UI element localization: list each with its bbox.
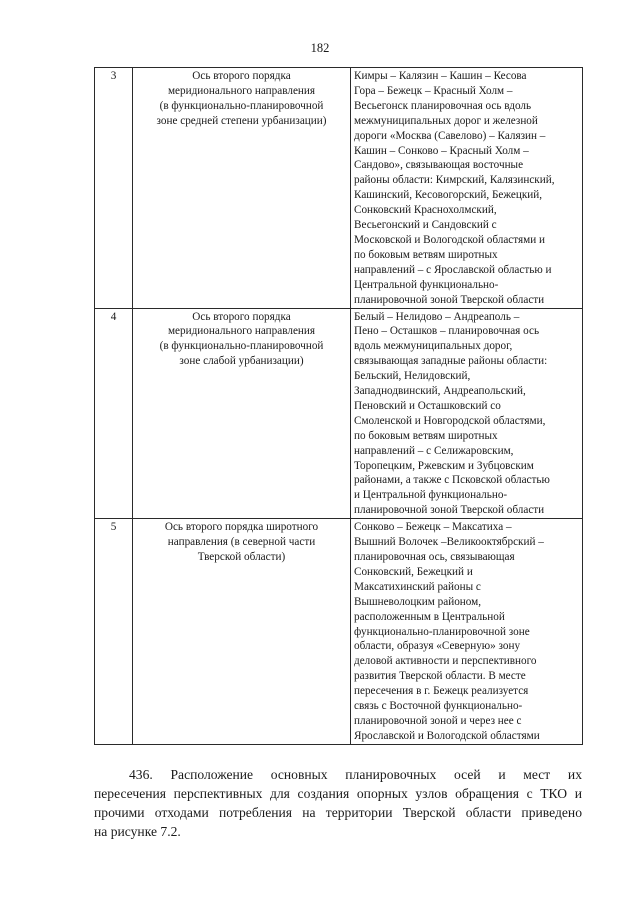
- axis-description-line: Пеновский и Осташковский со: [354, 399, 501, 412]
- axis-description-line: Вышневолоцким районом,: [354, 595, 482, 608]
- axis-description-line: направлений – с Селижаровским,: [354, 444, 514, 457]
- axis-description-line: Западнодвинский, Андреапольский,: [354, 385, 526, 398]
- paragraph-line: прочими отходами потребления на территории Тверской области приведено: [94, 805, 582, 820]
- axis-description-line: Торопецким, Ржевским и Зубцовским: [354, 459, 534, 472]
- axis-type-line: меридионального направления: [167, 84, 316, 97]
- axis-description-line: по боковым ветвям широтных: [354, 429, 498, 442]
- axis-description-line: Максатихинский районы с: [354, 580, 481, 593]
- axis-description-line: деловой активности и перспективного: [354, 655, 537, 668]
- axis-description-line: Бельский, Нелидовский,: [354, 370, 471, 383]
- axis-description-line: Кашин – Сонково – Красный Холм –: [354, 144, 529, 157]
- axis-description-line: развития Тверской области. В месте: [354, 670, 526, 683]
- axis-description-line: районами, а также с Псковской областью: [354, 474, 550, 487]
- axis-type-cell: [133, 519, 351, 745]
- axis-description-line: Белый – Нелидово – Андреаполь –: [354, 310, 520, 323]
- axis-description-line: планировочной зоной Тверской области: [354, 504, 545, 517]
- axis-description-line: по боковым ветвям широтных: [354, 248, 498, 261]
- axis-description-line: Центральной функционально-: [354, 278, 499, 291]
- axis-type-line: зоне слабой урбанизации): [179, 355, 304, 368]
- axis-description-line: расположенным в Центральной: [354, 610, 505, 623]
- table-body: [95, 68, 583, 745]
- axis-description-line: Весьегонск планировочная ось вдоль: [354, 99, 532, 112]
- axis-description-line: планировочной зоной и через нее с: [354, 714, 522, 727]
- axis-type-line: (в функционально-планировочной: [159, 340, 324, 353]
- page-number: 182: [310, 41, 330, 55]
- axis-description-line: пересечения в г. Бежецк реализуется: [354, 685, 529, 698]
- axis-description-line: Сонковский Краснохолмский,: [354, 204, 497, 217]
- axis-type-line: меридионального направления: [167, 325, 316, 338]
- axis-description-line: Вышний Волочек –Великооктябрский –: [354, 536, 544, 549]
- axis-description-line: Московской и Вологодской областями и: [354, 233, 546, 246]
- axis-type-line: Ось второго порядка: [192, 70, 291, 82]
- paragraph-436: [94, 765, 582, 841]
- axis-description-line: Кашинский, Кесовогорский, Бежецкий,: [354, 189, 543, 202]
- table-row: [95, 68, 583, 309]
- row-number: 5: [95, 519, 133, 745]
- axis-description-cell: [351, 68, 583, 309]
- axis-description-line: связывающая западные районы области:: [354, 355, 548, 368]
- axis-description-line: районы области: Кимрский, Калязинский,: [354, 174, 555, 187]
- axis-type-line: Тверской области): [197, 551, 286, 563]
- axis-description-line: Сонковский, Бежецкий и: [354, 565, 473, 578]
- axis-description-line: функционально-планировочной зоне: [354, 625, 530, 638]
- axis-description-line: Пено – Осташков – планировочная ось: [354, 325, 540, 338]
- axis-description-line: дороги «Москва (Савелово) – Калязин –: [354, 129, 546, 142]
- axis-description-cell: [351, 308, 583, 519]
- table-row: [95, 519, 583, 745]
- axis-description-line: Ярославской и Вологодской областями: [354, 729, 540, 742]
- axis-type-line: Ось второго порядка широтного: [164, 521, 319, 534]
- axis-description-line: Весьегонский и Сандовский с: [354, 219, 497, 232]
- axis-description-line: Гора – Бежецк – Красный Холм –: [354, 84, 513, 97]
- axis-type-line: зоне средней степени урбанизации): [156, 114, 327, 127]
- axis-description-line: Смоленской и Новгородской областями,: [354, 414, 546, 427]
- row-number: 3: [95, 68, 133, 309]
- planning-axes-table: [94, 67, 583, 745]
- axis-type-cell: [133, 68, 351, 309]
- axis-type-line: направления (в северной части: [167, 536, 316, 549]
- axis-description-cell: [351, 519, 583, 745]
- axis-description-line: связь с Восточной функционально-: [354, 700, 523, 713]
- axis-description-line: вдоль межмуниципальных дорог,: [354, 340, 513, 353]
- paragraph-line: 436. Расположение основных планировочных осей и мест их: [129, 767, 582, 782]
- paragraph-line: на рисунке 7.2.: [94, 824, 181, 839]
- axis-description-line: Сандово», связывающая восточные: [354, 159, 524, 172]
- axis-type-line: Ось второго порядка: [192, 310, 291, 323]
- paragraph-line: пересечения перспективных для создания опорных узлов обращения с ТКО и: [94, 786, 582, 801]
- axis-description-line: области, образуя «Северную» зону: [354, 640, 521, 653]
- row-number: 4: [95, 308, 133, 519]
- axis-description-line: и Центральной функционально-: [354, 489, 508, 502]
- axis-description-line: межмуниципальных дорог и железной: [354, 114, 538, 127]
- table-row: [95, 308, 583, 519]
- axis-description-line: направлений – с Ярославской областью и: [354, 263, 552, 276]
- axis-description-line: Кимры – Калязин – Кашин – Кесова: [354, 70, 527, 82]
- axis-description-line: Сонково – Бежецк – Максатиха –: [354, 521, 512, 534]
- axis-description-line: планировочной зоной Тверской области: [354, 293, 545, 306]
- axis-type-line: (в функционально-планировочной: [159, 99, 324, 112]
- axis-description-line: планировочная ось, связывающая: [354, 551, 515, 563]
- axis-type-cell: [133, 308, 351, 519]
